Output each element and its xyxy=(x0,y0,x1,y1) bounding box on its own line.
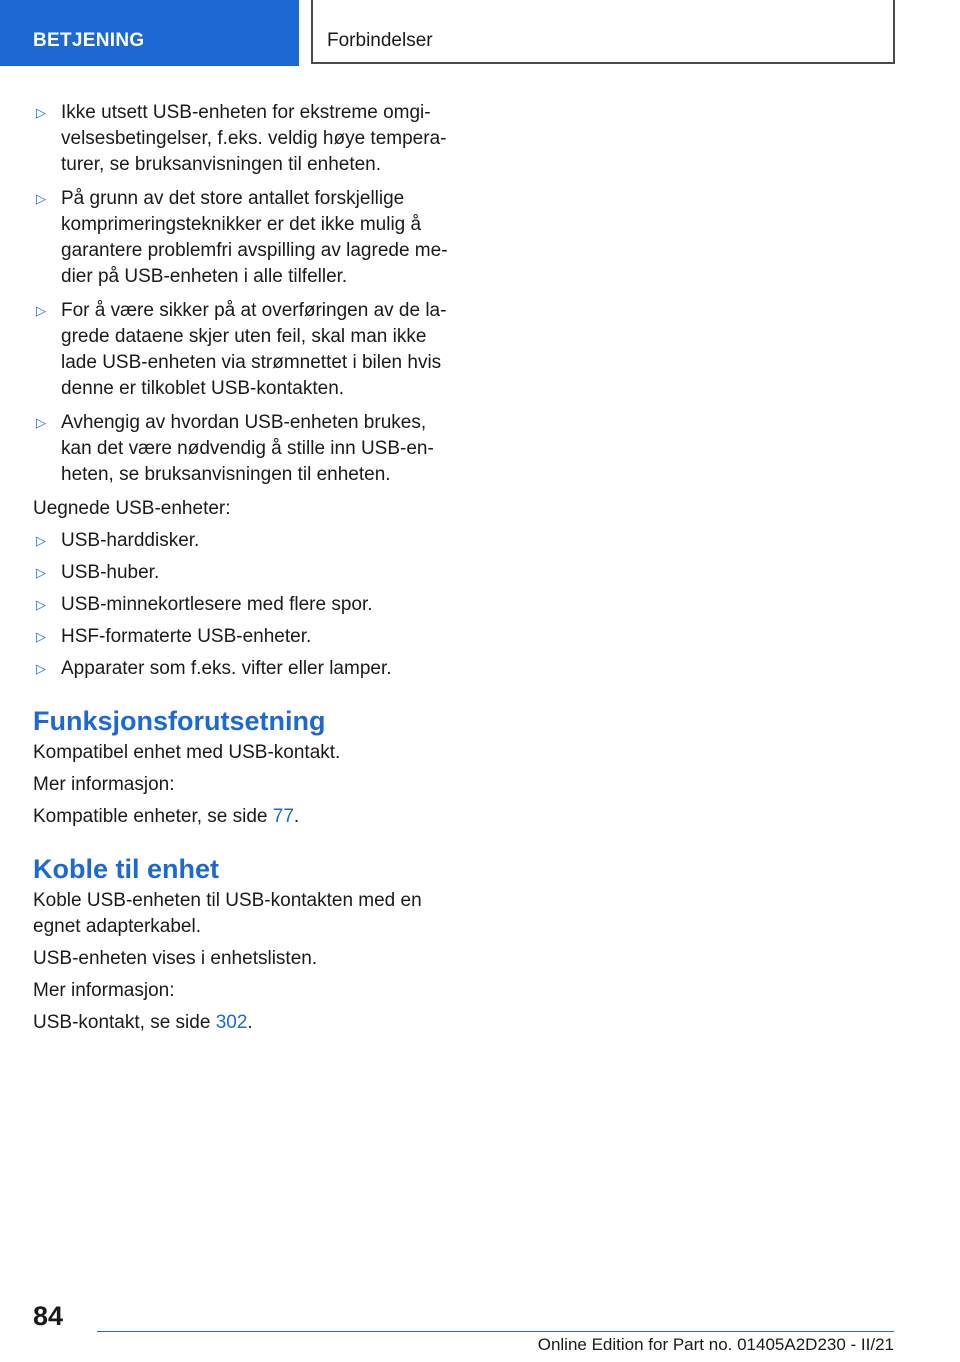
paragraph: Mer informasjon: xyxy=(33,980,175,1001)
section-heading-function-requirement: Funksjonsforutsetning xyxy=(33,706,326,736)
reference-text: Kompatible enheter, se side xyxy=(33,806,273,827)
list-item xyxy=(33,410,453,488)
list-item-text: USB-minnekortlesere med flere spor. xyxy=(61,594,373,615)
paragraph-with-reference xyxy=(33,1010,453,1036)
unsuitable-devices-heading: Uegnede USB-enheter: xyxy=(33,498,231,519)
list-item-text: På grunn av det store antallet forskjellige komprimeringsteknikker er det ikke mulig å garantere problemfri avspilling av lagrede me-dier på USB-enheten i alle tilfeller. xyxy=(61,188,448,287)
paragraph-with-reference xyxy=(33,804,453,830)
list-item xyxy=(33,656,453,682)
list-item-text: Ikke utsett USB-enheten for ekstreme omgi-velsesbetingelser, f.eks. veldig høye tempera-turer, se bruksanvisningen til enheten. xyxy=(61,102,447,175)
triangle-bullet-icon: ▷ xyxy=(36,565,46,580)
triangle-bullet-icon: ▷ xyxy=(36,661,46,676)
header-section-label: BETJENING xyxy=(0,0,299,66)
list-item-text: USB-huber. xyxy=(61,562,160,583)
paragraph: Mer informasjon: xyxy=(33,774,175,795)
footer-divider xyxy=(97,1331,894,1332)
list-item xyxy=(33,560,453,586)
list-item xyxy=(33,186,453,290)
list-item xyxy=(33,100,453,178)
list-item-text: Apparater som f.eks. vifter eller lamper. xyxy=(61,658,392,679)
triangle-bullet-icon: ▷ xyxy=(36,303,46,318)
list-item-text: USB-harddisker. xyxy=(61,530,200,551)
list-item xyxy=(33,592,453,618)
page-number: 84 xyxy=(33,1301,64,1331)
page-reference-link[interactable]: 302 xyxy=(215,1012,248,1033)
paragraph: Koble USB-enheten til USB-kontakten med en egnet adapterkabel. xyxy=(33,890,422,937)
reference-end: . xyxy=(293,806,300,827)
page-reference-link[interactable]: 77 xyxy=(272,806,294,827)
triangle-bullet-icon: ▷ xyxy=(36,415,46,430)
triangle-bullet-icon: ▷ xyxy=(36,191,46,206)
list-item-text: Avhengig av hvordan USB-enheten brukes, kan det være nødvendig å stille inn USB-en-heten, se bruksanvisningen til enheten. xyxy=(61,412,434,485)
list-item-text: HSF-formaterte USB-enheter. xyxy=(61,626,312,647)
paragraph: Kompatibel enhet med USB-kontakt. xyxy=(33,742,341,763)
list-item xyxy=(33,624,453,650)
main-content xyxy=(33,100,453,1042)
section-heading-connect-device: Koble til enhet xyxy=(33,854,220,884)
triangle-bullet-icon: ▷ xyxy=(36,629,46,644)
list-item xyxy=(33,298,453,402)
reference-end: . xyxy=(247,1012,253,1033)
list-item xyxy=(33,528,453,554)
reference-text: USB-kontakt, se side xyxy=(33,1012,216,1033)
header-chapter-title: Forbindelser xyxy=(311,0,895,64)
triangle-bullet-icon: ▷ xyxy=(36,597,46,612)
triangle-bullet-icon: ▷ xyxy=(36,533,46,548)
triangle-bullet-icon: ▷ xyxy=(36,105,46,120)
paragraph: USB-enheten vises i enhetslisten. xyxy=(33,948,318,969)
list-item-text: For å være sikker på at overføringen av de la-grede dataene skjer uten feil, skal man ikke lade USB-enheten via strømnettet i bilen hvis denne er tilkoblet USB-kontakten. xyxy=(61,300,447,399)
footer-edition-text: Online Edition for Part no. 01405A2D230 - II/21 xyxy=(537,1335,894,1354)
